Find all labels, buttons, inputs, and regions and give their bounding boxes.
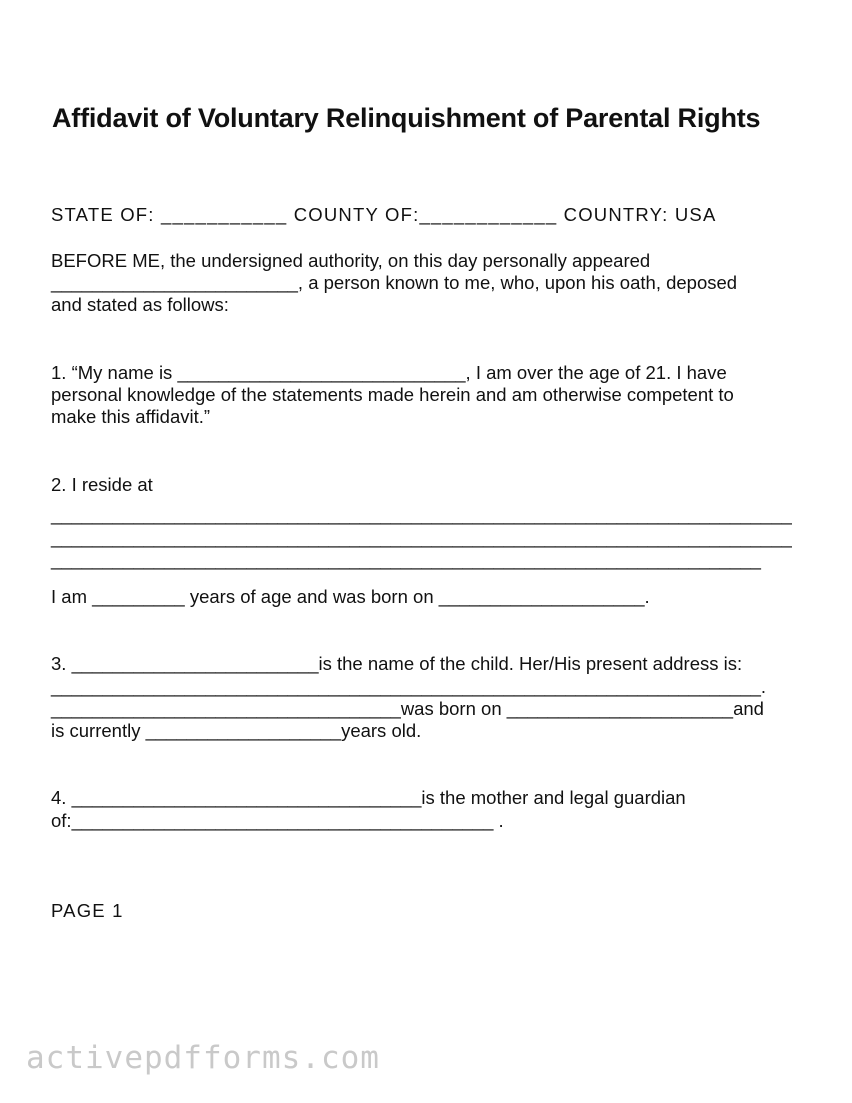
section3-line-3: __________________________________was born on ______________________and: [51, 698, 764, 719]
section1-line-2: personal knowledge of the statements made herein and am otherwise competent to: [51, 384, 734, 405]
section3-line-2: _____________________________________________________________________.: [51, 676, 767, 697]
watermark: activepdfforms.com: [26, 1040, 380, 1076]
intro-line-3: and stated as follows:: [51, 294, 229, 315]
section3-line-4: is currently ___________________years old.: [51, 720, 422, 741]
section2-address-blank-1: ________________________________________________________________________: [51, 504, 792, 525]
section2-address-blank-2: ________________________________________________________________________: [51, 527, 792, 548]
section2-age-line: I am _________ years of age and was born on ____________________.: [51, 586, 650, 607]
section2-address-blank-3: _____________________________________________________________________: [51, 549, 761, 570]
page-number: PAGE 1: [51, 900, 124, 921]
intro-line-2: ________________________, a person known to me, who, upon his oath, deposed: [51, 272, 738, 293]
jurisdiction-line: STATE OF: ___________ COUNTY OF:____________ COUNTRY: USA: [51, 204, 717, 225]
intro-line-1: BEFORE ME, the undersigned authority, on this day personally appeared: [51, 250, 651, 271]
section2-line-1: 2. I reside at: [51, 474, 153, 495]
section3-line-1: 3. ________________________is the name of the child. Her/His present address is:: [51, 653, 743, 674]
section4-line-1: 4. __________________________________is the mother and legal guardian: [51, 787, 686, 808]
section1-line-3: make this affidavit.”: [51, 406, 211, 427]
document-title: Affidavit of Voluntary Relinquishment of Parental Rights: [52, 103, 761, 133]
section4-line-2: of:_________________________________________ .: [51, 810, 504, 831]
section1-line-1: 1. “My name is ____________________________, I am over the age of 21. I have: [51, 362, 727, 383]
